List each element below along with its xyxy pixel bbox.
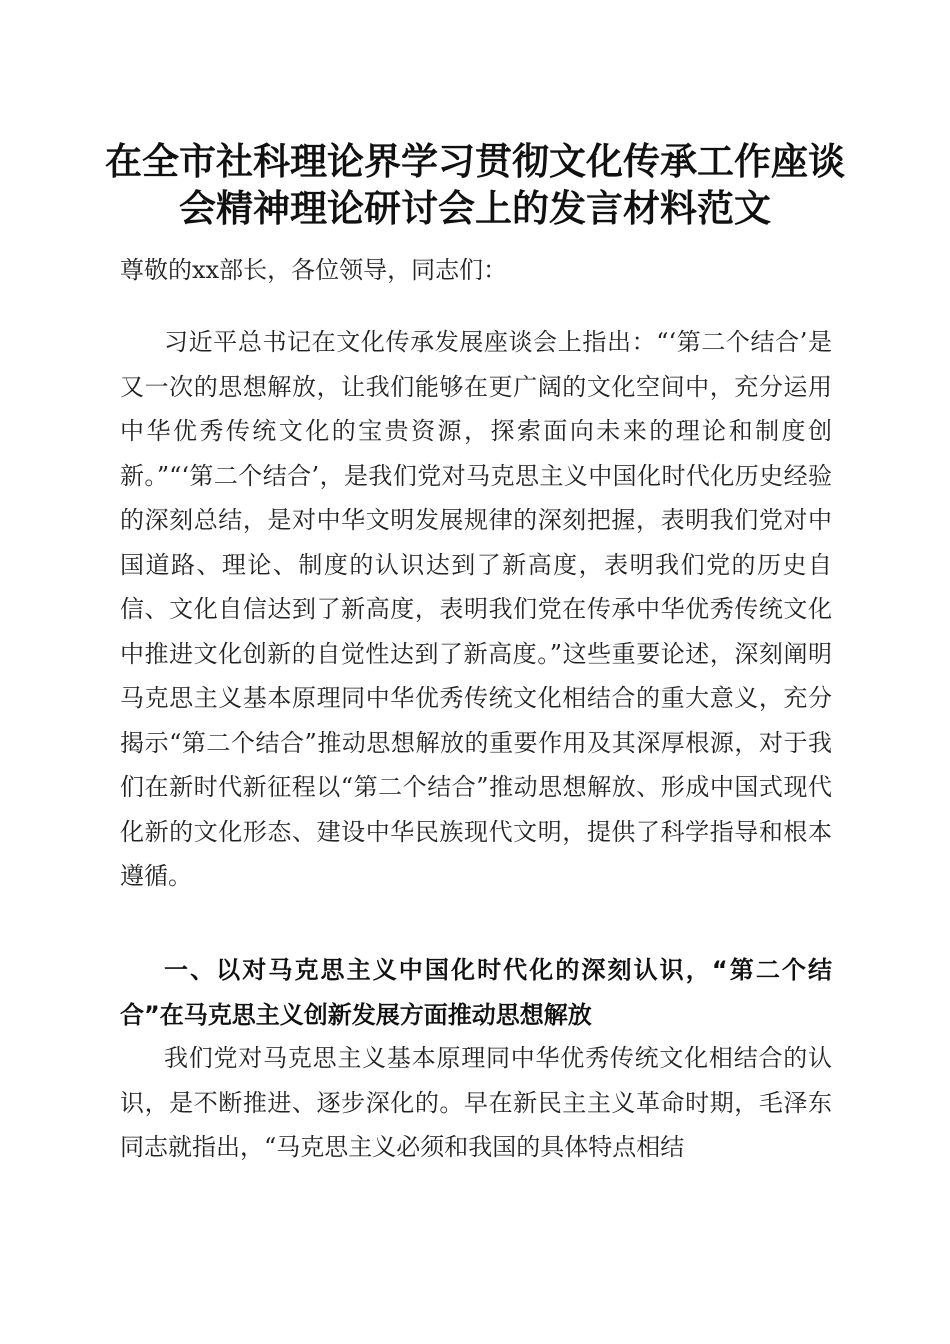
document-title: 在全市社科理论界学习贯彻文化传承工作座谈会精神理论研讨会上的发言材料范文 [105,139,845,230]
paragraph-1: 习近平总书记在文化传承发展座谈会上指出：“‘第二个结合’是又一次的思想解放，让我们能够在更广阔的文化空间中，充分运用中华优秀传统文化的宝贵资源，探索面向未来的理论和制度创新。”“‘第二个结合’，是我们党对马克思主义中国化时代化历史经验的深刻总结，是对中华文明发展规律的深刻把握，表明我们党对中国道路、理论、制度的认识达到了新高度，表明我们党的历史自信、文化自信达到了新高度，表明我们党在传承中华优秀传统文化中推进文化创新的自觉性达到了新高度。”这些重要论述，深刻阐明马克思主义基本原理同中华优秀传统文化相结合的重大意义，充分揭示“第二个结合”推动思想解放的重要作用及其深厚根源，对于我们在新时代新征程以“第二个结合”推动思想解放、形成中国式现代化新的文化形态、建设中华民族现代文明，提供了科学指导和根本遵循。 [120,328,832,890]
paragraph-2: 我们党对马克思主义基本原理同中华优秀传统文化相结合的认识，是不断推进、逐步深化的。早在新民主主义革命时期，毛泽东同志就指出，“马克思主义必须和我国的具体特点相结 [120,1044,832,1161]
section-heading-1: 一、以对马克思主义中国化时代化的深刻认识，“第二个结合”在马克思主义创新发展方面推动思想解放 [120,956,832,1029]
salutation: 尊敬的xx部长，各位领导，同志们： [120,256,508,284]
